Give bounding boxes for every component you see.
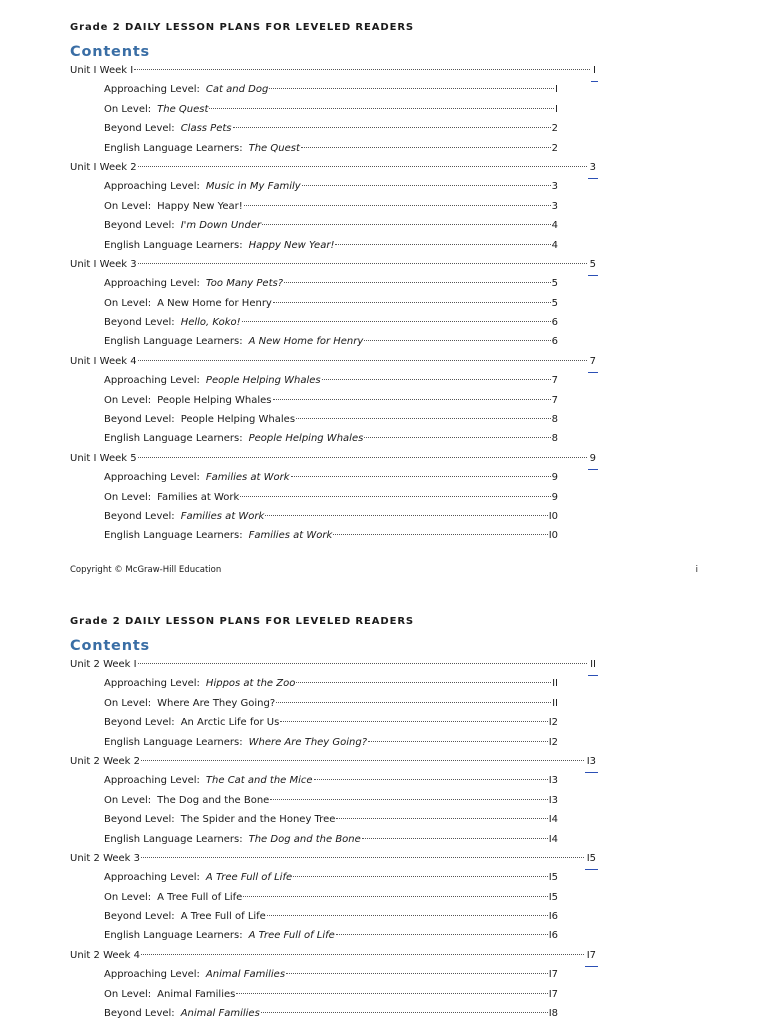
toc-dot-leader bbox=[243, 896, 547, 897]
toc-page-link[interactable]: 5 bbox=[588, 255, 598, 276]
toc-reader-title: Animal Families bbox=[205, 969, 286, 981]
toc-dot-leader bbox=[280, 721, 547, 722]
toc-dot-leader bbox=[244, 205, 551, 206]
toc-reader-page: 9 bbox=[551, 472, 558, 484]
toc-page-link[interactable]: 7 bbox=[588, 352, 598, 373]
toc-dot-leader bbox=[301, 147, 551, 148]
toc-reader-level: English Language Learners: bbox=[104, 336, 243, 348]
toc-dot-leader bbox=[134, 69, 590, 70]
toc-reader-entry[interactable] bbox=[104, 674, 558, 693]
toc-reader-entry[interactable] bbox=[104, 791, 558, 810]
toc-reader-title: The Spider and the Honey Tree bbox=[180, 814, 336, 826]
toc-reader-level: Approaching Level: bbox=[104, 678, 200, 690]
toc-reader-level: Beyond Level: bbox=[104, 1008, 175, 1020]
toc-unit-label: Unit 2 Week 3 bbox=[70, 852, 141, 864]
toc-reader-title: An Arctic Life for Us bbox=[180, 717, 280, 729]
toc-reader-level: English Language Learners: bbox=[104, 530, 243, 542]
toc-page-link[interactable]: I7 bbox=[585, 946, 598, 967]
toc-reader-entry[interactable] bbox=[104, 507, 558, 526]
toc-reader-entry[interactable] bbox=[104, 694, 558, 713]
toc-reader-entry[interactable] bbox=[104, 274, 558, 293]
toc-reader-level: Approaching Level: bbox=[104, 375, 200, 387]
toc-reader-page: I2 bbox=[548, 736, 558, 748]
page-number: i bbox=[695, 565, 698, 575]
toc-dot-leader bbox=[138, 360, 587, 361]
toc-reader-level: On Level: bbox=[104, 491, 152, 503]
toc-dot-leader bbox=[138, 166, 587, 167]
toc-unit-label: Unit I Week I bbox=[70, 65, 134, 76]
toc-dot-leader bbox=[141, 954, 584, 955]
toc-reader-level: English Language Learners: bbox=[104, 930, 243, 942]
toc-reader-level: Beyond Level: bbox=[104, 911, 175, 923]
toc-dot-leader bbox=[240, 496, 550, 497]
toc-dot-leader bbox=[270, 799, 547, 800]
toc-reader-page: 5 bbox=[551, 297, 558, 309]
toc-dot-leader bbox=[296, 682, 551, 683]
toc-reader-level: English Language Learners: bbox=[104, 736, 243, 748]
document-title: Grade 2 DAILY LESSON PLANS FOR LEVELED READERS bbox=[70, 22, 415, 33]
toc-page-link[interactable]: I bbox=[591, 61, 598, 82]
toc-reader-level: Beyond Level: bbox=[104, 317, 175, 329]
toc-dot-leader bbox=[291, 476, 551, 477]
contents-heading: Contents bbox=[70, 638, 150, 654]
toc-dot-leader bbox=[261, 1012, 548, 1013]
toc-reader-level: Beyond Level: bbox=[104, 220, 175, 232]
toc-reader-entry[interactable] bbox=[104, 236, 558, 255]
toc-unit-label: Unit I Week 2 bbox=[70, 161, 137, 173]
toc-reader-page: I0 bbox=[548, 510, 558, 522]
toc-reader-entry[interactable] bbox=[104, 771, 558, 790]
toc-dot-leader bbox=[265, 515, 547, 516]
toc-unit-entry[interactable] bbox=[70, 352, 598, 371]
toc-reader-title: The Cat and the Mice bbox=[205, 775, 313, 787]
toc-reader-page: 8 bbox=[551, 433, 558, 445]
toc-reader-entry[interactable] bbox=[104, 733, 558, 752]
toc-reader-page: I3 bbox=[548, 775, 558, 787]
contents-heading: Contents bbox=[70, 44, 150, 60]
toc-reader-page: I0 bbox=[548, 530, 558, 542]
toc-reader-title: The Dog and the Bone bbox=[157, 794, 270, 806]
toc-reader-title: People Helping Whales bbox=[157, 394, 272, 406]
toc-reader-level: On Level: bbox=[104, 891, 152, 903]
toc-reader-level: English Language Learners: bbox=[104, 142, 243, 154]
toc-reader-entry[interactable] bbox=[104, 526, 558, 545]
toc-reader-level: Beyond Level: bbox=[104, 510, 175, 522]
toc-reader-page: I3 bbox=[548, 794, 558, 806]
toc-reader-page: II bbox=[552, 697, 558, 709]
toc-reader-entry[interactable] bbox=[104, 371, 558, 390]
toc-dot-leader bbox=[273, 302, 551, 303]
toc-reader-entry[interactable] bbox=[104, 810, 558, 829]
toc-reader-page: II bbox=[552, 678, 558, 690]
toc-reader-title: Animal Families bbox=[180, 1008, 260, 1020]
toc-unit-label: Unit I Week 5 bbox=[70, 452, 137, 464]
toc-dot-leader bbox=[336, 934, 548, 935]
toc-reader-page: 4 bbox=[551, 239, 558, 251]
toc-dot-leader bbox=[336, 818, 547, 819]
toc-unit-entry[interactable] bbox=[70, 849, 598, 868]
toc-reader-page: I6 bbox=[548, 911, 558, 923]
toc-reader-title: Families at Work bbox=[180, 510, 265, 522]
toc-reader-page: 6 bbox=[551, 336, 558, 348]
toc-reader-title: Where Are They Going? bbox=[157, 697, 276, 709]
toc-reader-title: The Quest bbox=[248, 142, 300, 154]
toc-reader-entry[interactable] bbox=[104, 216, 558, 235]
toc-reader-page: I bbox=[555, 103, 558, 115]
toc-reader-level: On Level: bbox=[104, 794, 152, 806]
toc-unit-entry[interactable] bbox=[70, 158, 598, 177]
toc-unit-entry[interactable] bbox=[70, 255, 598, 274]
toc-reader-title: The Quest bbox=[157, 103, 209, 115]
toc-reader-page: 9 bbox=[551, 491, 558, 503]
toc-dot-leader bbox=[364, 340, 550, 341]
toc-reader-level: On Level: bbox=[104, 394, 152, 406]
toc-reader-entry[interactable] bbox=[104, 139, 558, 158]
toc-reader-entry[interactable] bbox=[104, 391, 558, 410]
toc-unit-label: Unit 2 Week 4 bbox=[70, 949, 141, 961]
toc-dot-leader bbox=[138, 663, 587, 664]
toc-reader-entry[interactable] bbox=[104, 429, 558, 448]
toc-dot-leader bbox=[302, 185, 551, 186]
toc-reader-level: Beyond Level: bbox=[104, 123, 175, 135]
toc-unit-entry[interactable] bbox=[70, 752, 598, 771]
toc-reader-title: The Dog and the Bone bbox=[248, 833, 361, 845]
toc-reader-page: I8 bbox=[548, 1008, 558, 1020]
toc-dot-leader bbox=[138, 263, 587, 264]
toc-reader-level: Beyond Level: bbox=[104, 414, 175, 426]
toc-dot-leader bbox=[286, 973, 548, 974]
toc-unit-label: Unit I Week 3 bbox=[70, 258, 137, 270]
toc-reader-level: English Language Learners: bbox=[104, 433, 243, 445]
toc-reader-entry[interactable] bbox=[104, 488, 558, 507]
toc-reader-entry[interactable] bbox=[104, 888, 558, 907]
toc-reader-entry[interactable] bbox=[104, 907, 558, 926]
toc-reader-level: Approaching Level: bbox=[104, 181, 200, 193]
toc-reader-page: I bbox=[555, 84, 558, 96]
toc-dot-leader bbox=[233, 127, 551, 128]
toc-page-link[interactable]: II bbox=[588, 655, 598, 676]
toc-reader-page: 2 bbox=[551, 123, 558, 135]
toc-reader-title: People Helping Whales bbox=[180, 414, 296, 426]
toc-reader-level: English Language Learners: bbox=[104, 239, 243, 251]
toc-dot-leader bbox=[236, 993, 547, 994]
toc-reader-entry[interactable] bbox=[104, 197, 558, 216]
toc-page-link[interactable]: 9 bbox=[588, 449, 598, 470]
toc-dot-leader bbox=[138, 457, 587, 458]
toc-unit-entry[interactable] bbox=[70, 946, 598, 965]
toc-reader-page: 4 bbox=[551, 220, 558, 232]
toc-dot-leader bbox=[314, 779, 548, 780]
toc-reader-title: A Tree Full of Life bbox=[205, 872, 293, 884]
toc-reader-title: A Tree Full of Life bbox=[248, 930, 335, 942]
toc-reader-title: A New Home for Henry bbox=[248, 336, 364, 348]
toc-reader-page: I7 bbox=[548, 969, 558, 981]
toc-reader-level: Approaching Level: bbox=[104, 84, 200, 96]
document-title: Grade 2 DAILY LESSON PLANS FOR LEVELED READERS bbox=[70, 616, 415, 627]
toc-reader-page: 7 bbox=[551, 375, 558, 387]
toc-reader-entry[interactable] bbox=[104, 830, 558, 849]
toc-reader-title: Hello, Koko! bbox=[180, 317, 241, 329]
page-footer bbox=[70, 563, 698, 577]
toc-reader-entry[interactable] bbox=[104, 100, 558, 119]
toc-reader-page: 8 bbox=[551, 414, 558, 426]
copyright-notice: Copyright © McGraw-Hill Education bbox=[70, 565, 222, 575]
toc-dot-leader bbox=[276, 702, 551, 703]
toc-reader-page: I5 bbox=[548, 891, 558, 903]
toc-dot-leader bbox=[262, 224, 551, 225]
toc-dot-leader bbox=[267, 915, 548, 916]
toc-reader-level: Approaching Level: bbox=[104, 872, 200, 884]
toc-reader-title: Families at Work bbox=[205, 472, 290, 484]
toc-reader-page: 2 bbox=[551, 142, 558, 154]
toc-reader-level: Beyond Level: bbox=[104, 717, 175, 729]
toc-reader-title: Happy New Year! bbox=[157, 200, 243, 212]
toc-reader-title: People Helping Whales bbox=[205, 375, 321, 387]
toc-reader-page: 7 bbox=[551, 394, 558, 406]
toc-reader-entry[interactable] bbox=[104, 713, 558, 732]
toc-reader-page: I2 bbox=[548, 717, 558, 729]
toc-dot-leader bbox=[269, 88, 554, 89]
toc-reader-title: Happy New Year! bbox=[248, 239, 335, 251]
toc-reader-entry[interactable] bbox=[104, 332, 558, 351]
toc-reader-title: A Tree Full of Life bbox=[180, 911, 266, 923]
toc-page-link[interactable]: I5 bbox=[585, 849, 598, 870]
toc-dot-leader bbox=[242, 321, 551, 322]
toc-reader-page: I4 bbox=[548, 833, 558, 845]
toc-dot-leader bbox=[368, 741, 548, 742]
toc-reader-title: Cat and Dog bbox=[205, 84, 269, 96]
toc-reader-level: Approaching Level: bbox=[104, 278, 200, 290]
document-page-2 bbox=[0, 594, 768, 1023]
toc-reader-title: Families at Work bbox=[157, 491, 240, 503]
toc-dot-leader bbox=[273, 399, 551, 400]
toc-reader-page: I4 bbox=[548, 814, 558, 826]
toc-reader-title: Hippos at the Zoo bbox=[205, 678, 296, 690]
toc-page-link[interactable]: I3 bbox=[585, 752, 598, 773]
toc-reader-page: 5 bbox=[551, 278, 558, 290]
toc-reader-level: Beyond Level: bbox=[104, 814, 175, 826]
toc-dot-leader bbox=[293, 876, 548, 877]
toc-reader-entry[interactable] bbox=[104, 294, 558, 313]
toc-page-link[interactable]: 3 bbox=[588, 158, 598, 179]
toc-reader-page: 3 bbox=[551, 181, 558, 193]
table-of-contents bbox=[70, 61, 768, 546]
toc-reader-entry[interactable] bbox=[104, 965, 558, 984]
toc-reader-title: Too Many Pets? bbox=[205, 278, 284, 290]
toc-reader-entry[interactable] bbox=[104, 868, 558, 887]
toc-reader-level: On Level: bbox=[104, 988, 152, 1000]
toc-reader-entry[interactable] bbox=[104, 177, 558, 196]
toc-reader-title: Where Are They Going? bbox=[248, 736, 368, 748]
toc-reader-page: I7 bbox=[548, 988, 558, 1000]
toc-reader-title: People Helping Whales bbox=[248, 433, 364, 445]
toc-reader-level: Approaching Level: bbox=[104, 969, 200, 981]
toc-reader-page: 6 bbox=[551, 317, 558, 329]
toc-reader-page: I5 bbox=[548, 872, 558, 884]
toc-unit-entry[interactable] bbox=[70, 655, 598, 674]
toc-unit-label: Unit 2 Week I bbox=[70, 659, 137, 670]
toc-reader-entry[interactable] bbox=[104, 119, 558, 138]
toc-reader-title: A New Home for Henry bbox=[157, 297, 272, 309]
toc-reader-entry[interactable] bbox=[104, 468, 558, 487]
toc-reader-entry[interactable] bbox=[104, 410, 558, 429]
toc-reader-title: Class Pets bbox=[180, 123, 232, 135]
toc-dot-leader bbox=[335, 244, 550, 245]
toc-unit-label: Unit I Week 4 bbox=[70, 355, 137, 367]
toc-dot-leader bbox=[284, 282, 551, 283]
toc-unit-label: Unit 2 Week 2 bbox=[70, 755, 141, 767]
toc-dot-leader bbox=[141, 760, 584, 761]
toc-reader-entry[interactable] bbox=[104, 313, 558, 332]
toc-dot-leader bbox=[141, 857, 584, 858]
toc-reader-title: Animal Families bbox=[157, 988, 236, 1000]
toc-unit-entry[interactable] bbox=[70, 449, 598, 468]
toc-reader-level: On Level: bbox=[104, 297, 152, 309]
toc-reader-title: I'm Down Under bbox=[180, 220, 262, 232]
toc-reader-entry[interactable] bbox=[104, 80, 558, 99]
toc-reader-title: A Tree Full of Life bbox=[157, 891, 243, 903]
table-of-contents bbox=[70, 655, 768, 1023]
toc-reader-level: On Level: bbox=[104, 697, 152, 709]
toc-dot-leader bbox=[362, 838, 548, 839]
toc-reader-level: English Language Learners: bbox=[104, 833, 243, 845]
toc-reader-entry[interactable] bbox=[104, 1004, 558, 1023]
toc-reader-title: Families at Work bbox=[248, 530, 333, 542]
toc-dot-leader bbox=[296, 418, 551, 419]
toc-reader-level: Approaching Level: bbox=[104, 775, 200, 787]
toc-reader-level: On Level: bbox=[104, 103, 152, 115]
toc-reader-entry[interactable] bbox=[104, 985, 558, 1004]
toc-dot-leader bbox=[209, 108, 554, 109]
toc-reader-level: On Level: bbox=[104, 200, 152, 212]
toc-reader-entry[interactable] bbox=[104, 926, 558, 945]
toc-reader-level: Approaching Level: bbox=[104, 472, 200, 484]
toc-reader-title: Music in My Family bbox=[205, 181, 301, 193]
toc-reader-page: 3 bbox=[551, 200, 558, 212]
toc-unit-entry[interactable] bbox=[70, 61, 598, 80]
toc-dot-leader bbox=[333, 534, 547, 535]
toc-dot-leader bbox=[364, 437, 550, 438]
toc-dot-leader bbox=[322, 379, 551, 380]
toc-reader-page: I6 bbox=[548, 930, 558, 942]
